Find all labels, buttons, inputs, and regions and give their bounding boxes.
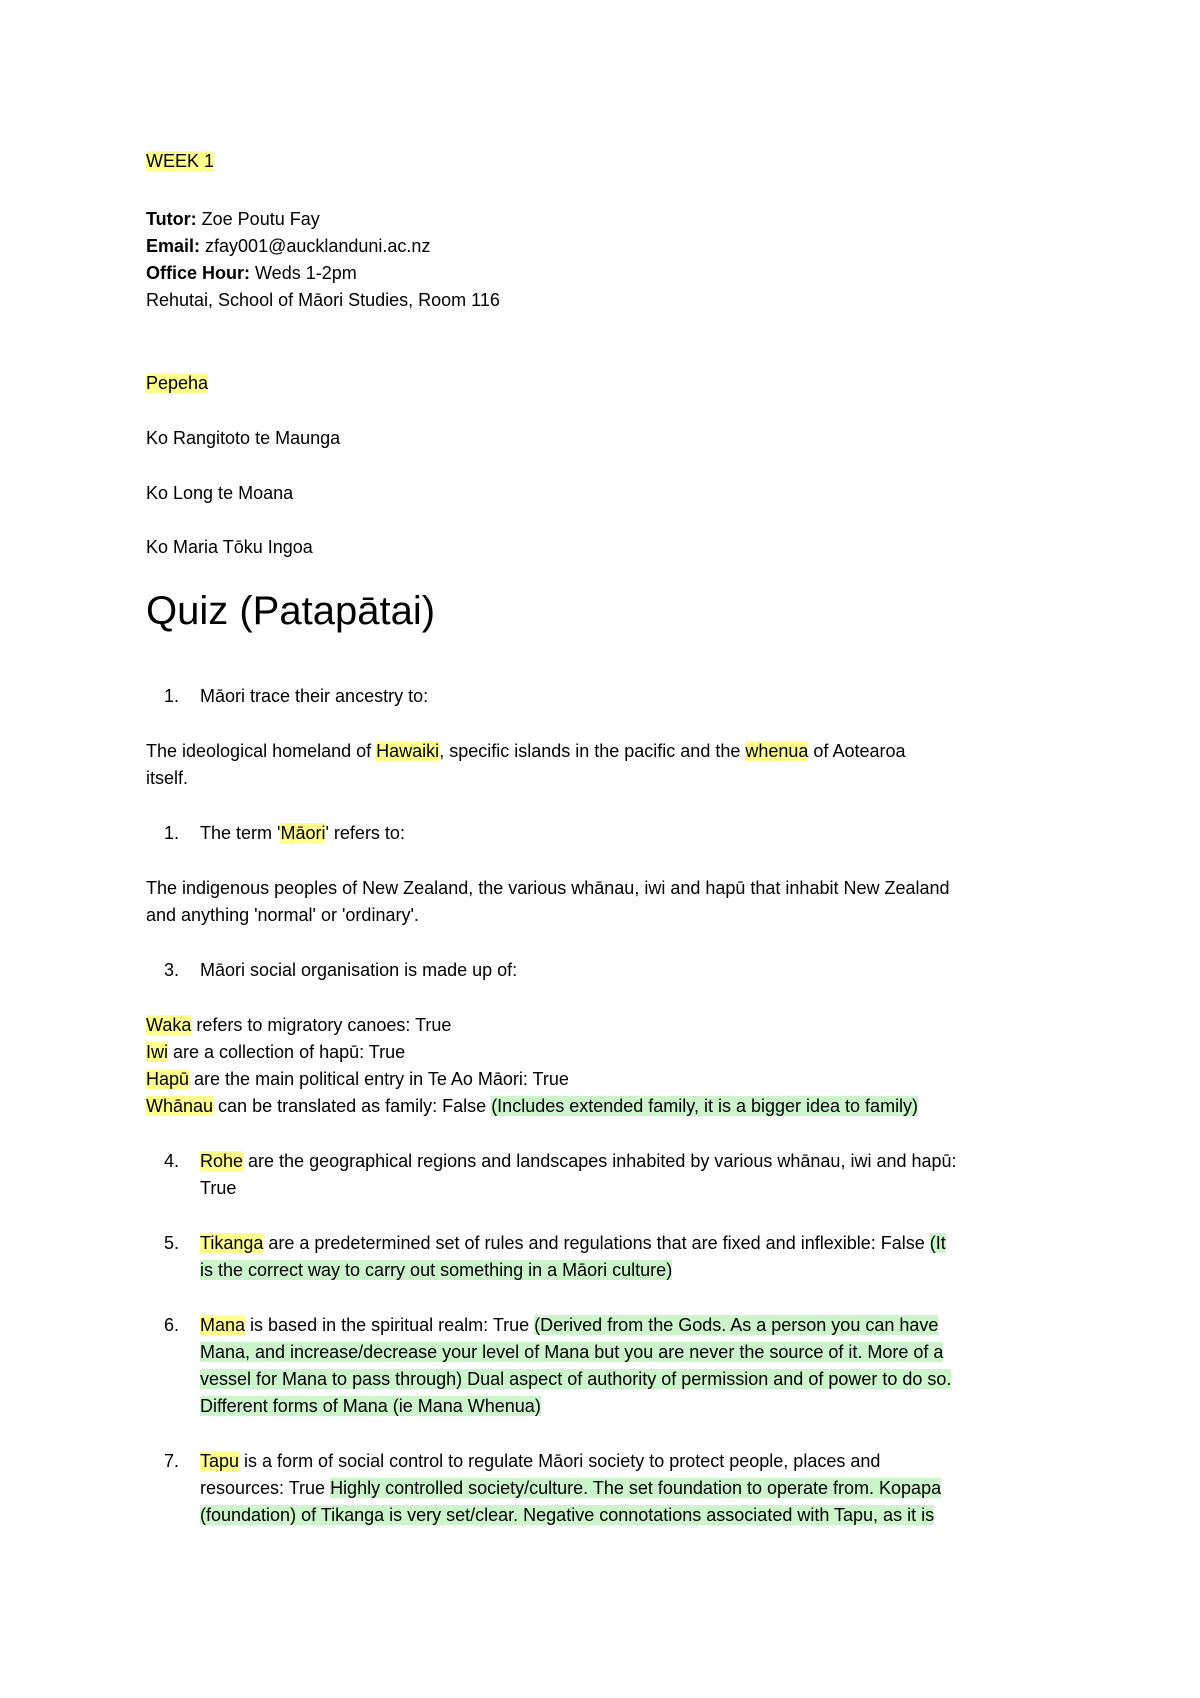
question-text: Mana is based in the spiritual realm: True (Derived from the Gods. As a person you can have (200, 1315, 939, 1335)
question-note: Mana, and increase/decrease your level of Mana but you are never the source of it. More of a (200, 1342, 944, 1362)
answer-text: and anything 'normal' or 'ordinary'. (146, 905, 419, 925)
location-line: Rehutai, School of Māori Studies, Room 116 (146, 290, 500, 310)
question-note: is the correct way to carry out something in a Māori culture) (200, 1260, 673, 1280)
quiz-heading: Quiz (Patapātai) (146, 589, 436, 633)
pepeha-line: Ko Rangitoto te Maunga (146, 428, 341, 448)
question-number: 5. (164, 1233, 180, 1253)
question-number: 4. (164, 1151, 180, 1171)
email-line: Email: zfay001@aucklanduni.ac.nz (146, 236, 431, 256)
pepeha-heading: Pepeha (146, 373, 209, 393)
question-number: 7. (164, 1451, 180, 1471)
pepeha-line: Ko Long te Moana (146, 483, 294, 503)
question-text: Tikanga are a predetermined set of rules and regulations that are fixed and inflexible: False (It (200, 1233, 946, 1253)
question-text: Māori trace their ancestry to: (200, 686, 429, 706)
pepeha-line: Ko Maria Tōku Ingoa (146, 537, 313, 557)
answer-text: itself. (146, 768, 189, 788)
answer-item: Hapū are the main political entry in Te Ao Māori: True (146, 1069, 569, 1089)
answer-item: Waka refers to migratory canoes: True (146, 1015, 452, 1035)
question-note: vessel for Mana to pass through) Dual aspect of authority of permission and of power to do so. (200, 1369, 952, 1389)
answer-text: The ideological homeland of Hawaiki, specific islands in the pacific and the whenua of Aotearoa (146, 741, 906, 761)
answer-item: Iwi are a collection of hapū: True (146, 1042, 406, 1062)
question-number: 1. (164, 686, 180, 706)
question-number: 6. (164, 1315, 180, 1335)
question-text: Rohe are the geographical regions and landscapes inhabited by various whānau, iwi and hapū: (200, 1151, 957, 1171)
question-text: resources: True Highly controlled society/culture. The set foundation to operate from. Kopapa (200, 1478, 942, 1498)
answer-item: Whānau can be translated as family: False (Includes extended family, it is a bigger idea to family) (146, 1096, 919, 1116)
tutor-line: Tutor: Zoe Poutu Fay (146, 209, 320, 229)
question-number: 1. (164, 823, 180, 843)
question-number: 3. (164, 960, 180, 980)
office-hour-line: Office Hour: Weds 1-2pm (146, 263, 357, 283)
question-text: True (200, 1178, 237, 1198)
question-text: Māori social organisation is made up of: (200, 960, 518, 980)
question-note: (foundation) of Tikanga is very set/clear. Negative connotations associated with Tapu, as it is (200, 1505, 935, 1525)
answer-text: The indigenous peoples of New Zealand, the various whānau, iwi and hapū that inhabit New Zealand (146, 878, 950, 898)
question-note: Different forms of Mana (ie Mana Whenua) (200, 1396, 541, 1416)
week-heading: WEEK 1 (146, 151, 215, 171)
question-text: Tapu is a form of social control to regulate Māori society to protect people, places and (200, 1451, 881, 1471)
question-text: The term 'Māori' refers to: (200, 823, 405, 843)
